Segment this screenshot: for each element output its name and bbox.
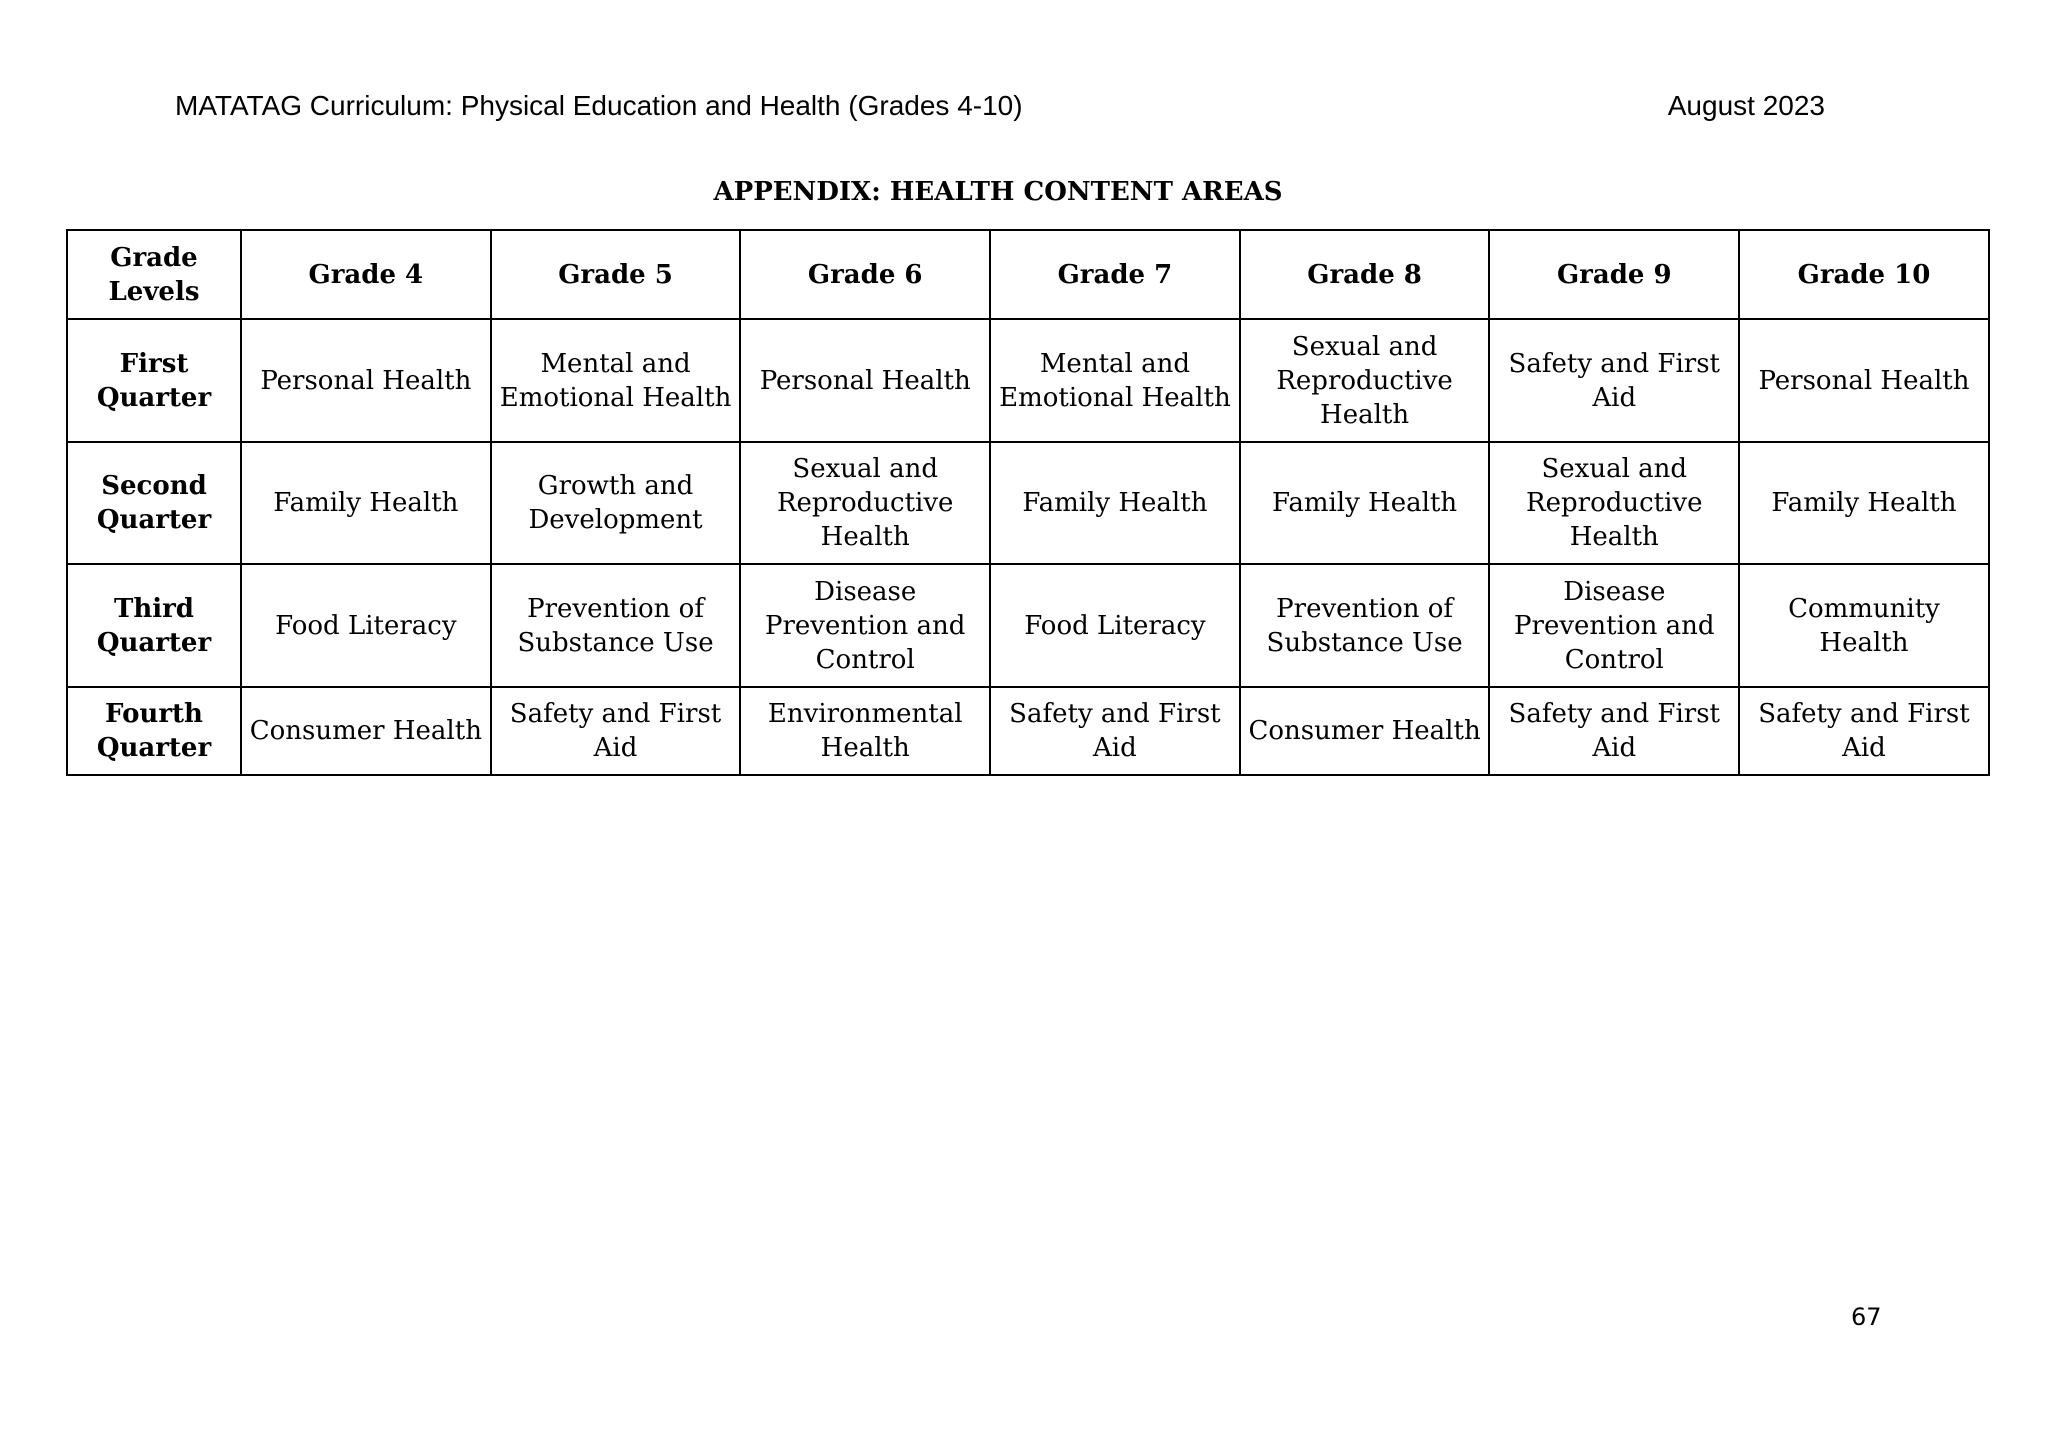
table-cell: Safety and First Aid — [1739, 687, 1989, 775]
table-cell: Community Health — [1739, 564, 1989, 687]
table-cell: Family Health — [241, 442, 491, 564]
table-cell: Mental and Emotional Health — [491, 319, 741, 442]
table-cell: Family Health — [1240, 442, 1490, 564]
table-cell: Sexual and Reproductive Health — [1240, 319, 1490, 442]
health-content-table — [66, 229, 1990, 776]
table-cell: Food Literacy — [990, 564, 1240, 687]
table-cell: Food Literacy — [241, 564, 491, 687]
table-cell: Prevention of Substance Use — [1240, 564, 1490, 687]
table-cell: Safety and First Aid — [990, 687, 1240, 775]
table-cell: Family Health — [990, 442, 1240, 564]
row-header-fourth-quarter: Fourth Quarter — [67, 687, 241, 775]
table-cell: Disease Prevention and Control — [1489, 564, 1739, 687]
table-cell: Sexual and Reproductive Health — [1489, 442, 1739, 564]
table-cell: Personal Health — [740, 319, 990, 442]
table-row — [67, 442, 1989, 564]
column-header-grade-8: Grade 8 — [1240, 230, 1490, 319]
corner-header-cell: Grade Levels — [67, 230, 241, 319]
table-row — [67, 319, 1989, 442]
document-date: August 2023 — [1667, 90, 1825, 121]
table-header-row — [67, 230, 1989, 319]
table-cell: Family Health — [1739, 442, 1989, 564]
appendix-title: APPENDIX: HEALTH CONTENT AREAS — [713, 177, 1283, 207]
table-cell: Safety and First Aid — [1489, 319, 1739, 442]
column-header-grade-5: Grade 5 — [491, 230, 741, 319]
row-header-third-quarter: Third Quarter — [67, 564, 241, 687]
document-title: MATATAG Curriculum: Physical Education and Health (Grades 4-10) — [175, 90, 1023, 121]
row-header-first-quarter: First Quarter — [67, 319, 241, 442]
table-cell: Safety and First Aid — [491, 687, 741, 775]
page-header — [175, 86, 1825, 126]
table-cell: Personal Health — [241, 319, 491, 442]
column-header-grade-7: Grade 7 — [990, 230, 1240, 319]
table-cell: Consumer Health — [241, 687, 491, 775]
table-cell: Safety and First Aid — [1489, 687, 1739, 775]
table-row — [67, 687, 1989, 775]
table-cell: Sexual and Reproductive Health — [740, 442, 990, 564]
table-cell: Consumer Health — [1240, 687, 1490, 775]
page-number: 67 — [1851, 1303, 1882, 1331]
table-cell: Personal Health — [1739, 319, 1989, 442]
column-header-grade-10: Grade 10 — [1739, 230, 1989, 319]
table-cell: Mental and Emotional Health — [990, 319, 1240, 442]
row-header-second-quarter: Second Quarter — [67, 442, 241, 564]
column-header-grade-9: Grade 9 — [1489, 230, 1739, 319]
table-cell: Growth and Development — [491, 442, 741, 564]
column-header-grade-6: Grade 6 — [740, 230, 990, 319]
table-cell: Environmental Health — [740, 687, 990, 775]
column-header-grade-4: Grade 4 — [241, 230, 491, 319]
table-cell: Disease Prevention and Control — [740, 564, 990, 687]
table-row — [67, 564, 1989, 687]
table-cell: Prevention of Substance Use — [491, 564, 741, 687]
